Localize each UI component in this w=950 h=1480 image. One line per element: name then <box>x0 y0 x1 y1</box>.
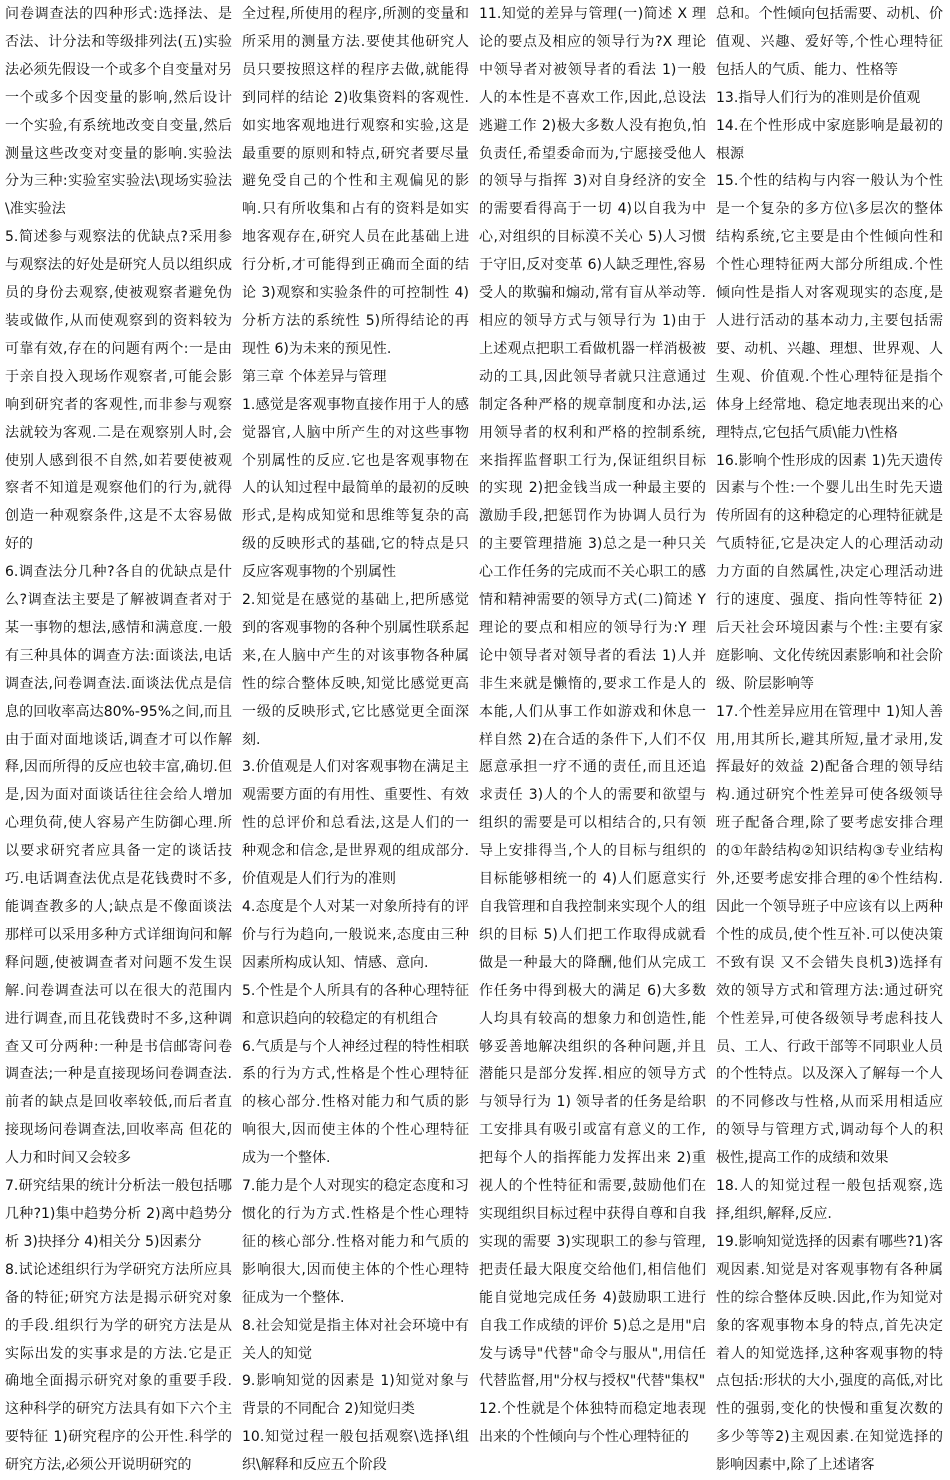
paragraph: 总和。个性倾向包括需要、动机、价值观、兴趣、爱好等,个性心理特征包括人的气质、能力、性格等 <box>716 6 943 78</box>
paragraph: 17.个性差异应用在管理中 1)知人善用,用其所长,避其所短,量才录用,发挥最好的效益 2)配备合理的领导结构.通过研究个性差异可使各级领导班子配备合理,除了要考虑安排合理的①年龄结构②知识结构③专业结构外,还要考虑安排合理的④个性结构.因此一个领导班子中应该有以上两种个性的成员,使个性互补.可以使决策不致有误 又不会错失良机3)选择有效的领导方式和管理方法:通过研究个性差异,可使各级领导考虑科技人员、工人、行政干部等不同职业人员的个性特点。以及深入了解每一个人的不同修改与性格,从而采用相适应的领导与管理方式,调动每个人的积极性,提高工作的成绩和效果 <box>716 703 943 1167</box>
text-column-2 <box>237 0 474 1480</box>
paragraph: 问卷调查法的四种形式:选择法、是否法、计分法和等级排列法(五)实验法必须先假设一个或多个自变量对另一个或多个因变量的影响,然后设计一个实验,有系统地改变自变量,然后测量这些改变对变量的影响.实验法分为三种:实验室实验法\现场实验法\准实验法 <box>5 6 232 218</box>
text-column-1 <box>0 0 237 1480</box>
paragraph: 1.感觉是客观事物直接作用于人的感觉器官,人脑中所产生的对这些事物个别属性的反应.它也是客观事物在人的认知过程中最简单的最初的反映形式,是构成知觉和思维等复杂的高级的反映形式的基础,它的特点是只反应客观事物的个别属性 <box>242 396 469 581</box>
paragraph: 4.态度是个人对某一对象所持有的评价与行为趋向,一般说来,态度由三种因素所构成认知、情感、意向. <box>242 899 469 971</box>
paragraph: 2.知觉是在感觉的基础上,把所感觉到的客观事物的各种个别属性联系起来,在人脑中产生的对该事物各种属性的综合整体反映,知觉比感觉更高一级的反映形式,它比感觉更全面深刻. <box>242 592 469 748</box>
paragraph: 10.知觉过程一般包括观察\选择\组织\解释和反应五个阶段 <box>242 1429 469 1474</box>
paragraph: 7.能力是个人对现实的稳定态度和习惯化的行为方式.性格是个性心理特征的核心部分.性格对能力和气质的影响很大,因而使主体的个性心理特征成为一个整体. <box>242 1178 469 1306</box>
paragraph: 5.简述参与观察法的优缺点?采用参与观察法的好处是研究人员以组织成员的身份去观察,使被观察者避免伪装或做作,从而使观察到的资料较为可靠有效,存在的问题有两个:一是由于亲自投入现场作观察者,可能会影响到研究者的客观性,而非参与观察法就较为客观.二是在观察别人时,会使别人感到很不自然,如若要使被观察者不知道是观察他们的行为,就得创造一种观察条件,这是不太容易做好的 <box>5 229 232 553</box>
paragraph: 全过程,所使用的程序,所测的变量和所采用的测量方法.要使其他研究人员只要按照这样的程序去做,就能得到同样的结论 2)收集资料的客观性.如实地客观地进行观察和实验,这是最重要的原则和特点,研究者要尽量避免受自己的个性和主观偏见的影响.只有所收集和占有的资料是如实地客观存在,研究人员在此基础上进行分析,才可能得到正确而全面的结论 3)观察和实验条件的可控制性 4)分析方法的系统性 5)所得结论的再现性 6)为未来的预见性. <box>242 6 469 357</box>
paragraph: 14.在个性形成中家庭影响是最初的根源 <box>716 117 943 162</box>
paragraph: 13.指导人们行为的准则是价值观 <box>716 89 921 106</box>
paragraph: 8.社会知觉是指主体对社会环境中有关人的知觉 <box>242 1317 469 1362</box>
paragraph: 9.影响知觉的因素是 1)知觉对象与背景的不同配合 2)知觉归类 <box>242 1373 469 1418</box>
paragraph: 19.影响知觉选择的因素有哪些?1)客观因素.知觉是对客观事物有各种属性的综合整体反映.因此,作为知觉对象的客观事物本身的特点,首先决定着人的知觉选择,这种客观事物的特点包括:形状的大小,强度的高低,对比性的强弱,变化的快慢和重复次数的多少等等2)主观因素.在知觉选择的影响因素中,除了上述诸客 <box>716 1233 943 1474</box>
paragraph: 15.个性的结构与内容一般认为个性是一个复杂的多方位\多层次的整体结构系统,它主要是由个性倾向性和个性心理特征两大部分所组成.个性倾向性是指人对客观现实的态度,是人进行活动的基本动力,主要包括需要、动机、兴趣、理想、世界观、人生观、价值观.个性心理特征是指个体身上经常地、稳定地表现出来的心理特点,它包括气质\能力\性格 <box>716 173 943 441</box>
paragraph: 11.知觉的差异与管理(一)简述 X 理论的要点及相应的领导行为?X 理论中领导者对被领导者的看法 1)一般人的本性是不喜欢工作,因此,总设法逃避工作 2)极大多数人没有抱负,怕负责任,希望委命而为,宁愿接受他人的领导与指挥 3)对自身经济的安全的需要看得高于一切 4)以自我为中心,对组织的目标漠不关心 5)人习惯于守旧,反对变革 6)人缺乏理性,容易受人的欺骗和煽动,常有盲从举动等.相应的领导方式与领导行为 1)由于上述观点把职工看做机器一样消极被动的工具,因此领导者就只注意通过制定各种严格的规章制度和办法,运用领导者的权利和严格的控制系统,来指挥监督职工行为,保证组织目标的实现 2)把金钱当成一种最主要的激励手段,把惩罚作为协调人员行为的主要管理措施 3)总之是一种只关心工作任务的完成而不关心职工的感情和精神需要的领导方式(二)简述 Y 理论的要点和相应的领导行为:Y 理论中领导者对领导者的看法 1)人并非生来就是懒惰的,要求工作是人的本能,人们从事工作如游戏和休息一样自然 2)在合适的条件下,人们不仅愿意承担一疗不通的责任,而且还追求责任 3)人的个人的需要和欲望与组织的需要是可以相结合的,只有领导上安排得当,个人的目标与组织的目标能够相统一的 4)人们愿意实行自我管理和自我控制来实现个人的组织的目标 5)人们把工作取得成就看做是一种最大的降酬,他们从完成工作任务中得到极大的满足 6)大多数人均具有较高的想象力和创造性,能够妥善地解决组织的各种问题,并且潜能只是部分发挥.相应的领导方式与领导行为 1) 领导者的任务是给职工安排具有吸引或富有意义的工作,把每个人的指挥能力发挥出来 2)重视人的个性特征和需要,鼓励他们在实现组织目标过程中获得自尊和自我实现的需要 3)实现职工的参与管理,把责任最大限度交给他们,相信他们能自觉地完成任务 4)鼓励职工进行自我工作成绩的评价 5)总之是用"启发与诱导"代替"命令与服从",用信任代替监督,用"分权与授权"代替"集权" <box>479 6 706 1390</box>
paragraph: 18.人的知觉过程一般包括观察,选择,组织,解释,反应. <box>716 1178 943 1222</box>
chapter-heading: 第三章 个体差异与管理 <box>242 368 387 385</box>
paragraph: 12.个性就是个体独特而稳定地表现出来的个性倾向与个性心理特征的 <box>479 1401 706 1446</box>
paragraph: 7.研究结果的统计分析法一般包括哪几种?1)集中趋势分析 2)离中趋势分析 3)抉择分 4)相关分 5)因素分 <box>5 1178 232 1250</box>
text-column-3 <box>474 0 711 1480</box>
paragraph: 6.调查法分几种?各自的优缺点是什么?调查法主要是了解被调查者对于某一事物的想法,感情和满意度.一般有三种具体的调查方法:面谈法,电话调查法,问卷调查法.面谈法优点是信息的回收率高达80%-95%之间,而且由于面对面地谈话,调查才可以作解释,因而所得的反应也较丰富,确切.但是,因为面对面谈话往往会给人增加心理负荷,使人容易产生防御心理.所以要求研究者应具备一定的谈话技巧.电话调查法优点是花钱费时不多,能调查教多的人;缺点是不像面谈法那样可以采用多种方式详细询问和解释问题,使被调查者对问题不发生误解.问卷调查法可以在很大的范围内进行调查,而且花钱费时不多,这种调查又可分两种:一种是书信邮寄问卷调查法;一种是直接现场问卷调查法.前者的缺点是回收率较低,而后者直接现场问卷调查法,回收率高 但花的人力和时间又会较多 <box>5 564 232 1167</box>
paragraph: 16.影响个性形成的因素 1)先天遗传因素与个性:一个婴儿出生时先天遗传所固有的这种稳定的心理特征就是气质特征,它是决定人的心理活动动力方面的自然属性,决定心理活动进行的速度、强度、指向性等特征 2)后天社会环境因素与个性:主要有家庭影响、文化传统因素影响和社会阶级、阶层影响等 <box>716 452 943 692</box>
paragraph: 8.试论述组织行为学研究方法所应具备的特征;研究方法是揭示研究对象的手段.组织行为学的研究方法是从实际出发的实事求是的方法.它是正确地全面揭示研究对象的重要手段.这种科学的研究方法具有如下六个主要特征 1)研究程序的公开性.科学的研究方法,必须公开说明研究的 <box>5 1261 232 1474</box>
text-column-4 <box>711 0 948 1480</box>
paragraph: 3.价值观是人们对客观事物在满足主观需要方面的有用性、重要性、有效性的总评价和总看法,这是人们的一种观念和信念,是世界观的组成部分.价值观是人们行为的准则 <box>242 759 469 888</box>
paragraph: 6.气质是与个人神经过程的特性相联系的行为方式,性格是个性心理特征的核心部分.性格对能力和气质的影响很大,因而使主体的个性心理特征成为一个整体. <box>242 1038 469 1167</box>
paragraph: 5.个性是个人所具有的各种心理特征和意识趋向的较稳定的有机组合 <box>242 982 469 1027</box>
